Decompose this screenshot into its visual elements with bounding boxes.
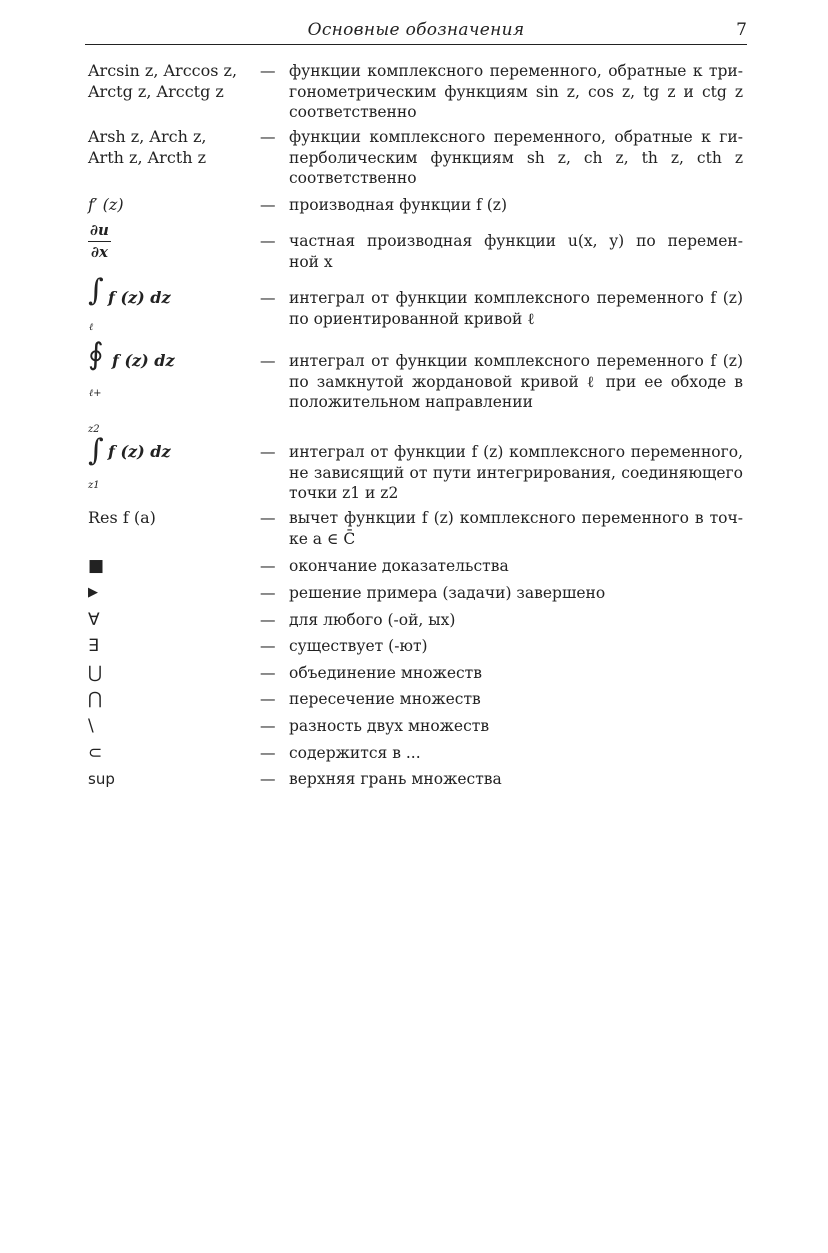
- notation-symbol: [88, 508, 253, 529]
- dash: —: [260, 744, 276, 762]
- description-line: не зависящий от пути интегрирования, соединяющего: [289, 463, 743, 482]
- description-line: ке a ∈ C̄: [289, 529, 356, 548]
- dash: —: [260, 690, 276, 708]
- integral-expression: f (z) dz: [108, 442, 171, 461]
- dash: —: [260, 352, 276, 370]
- description-line: производная функции f (z): [289, 196, 507, 214]
- dash: —: [260, 717, 276, 735]
- notation-description: [289, 231, 743, 272]
- notation-description: [289, 556, 743, 577]
- symbol-line: Arth z, Arcth z: [88, 147, 207, 167]
- description-line: по замкнутой жордановой кривой ℓ при ее обходе в: [289, 372, 743, 391]
- notation-description: [289, 769, 743, 790]
- description-line: интеграл от функции комплексного переменного f (z): [289, 289, 743, 307]
- symbol-line: ⋃: [88, 663, 102, 683]
- description-line: пересечение множеств: [289, 690, 481, 708]
- contour-integral-symbol: [88, 337, 253, 420]
- notation-description: [289, 743, 743, 764]
- subset-icon: [88, 743, 253, 764]
- symbol-line: Arctg z, Arcctg z: [88, 81, 224, 101]
- fraction-numerator: ∂u: [88, 221, 111, 242]
- symbol-line: ▶: [88, 585, 98, 600]
- dash: —: [260, 196, 276, 214]
- notation-description: [289, 508, 743, 549]
- union-icon: [88, 663, 253, 684]
- notation-description: [289, 288, 743, 329]
- notation-description: [289, 636, 743, 657]
- description-line: вычет функции f (z) комплексного переменного в точ-: [289, 509, 743, 527]
- description-line: ной x: [289, 252, 333, 271]
- description-line: частная производная функции u(x, y) по перемен-: [289, 232, 743, 250]
- symbol-line: ⊂: [88, 743, 103, 763]
- description-line: содержится в ...: [289, 744, 421, 762]
- description-line: соответственно: [289, 103, 417, 121]
- dash: —: [260, 62, 276, 80]
- notation-description: [289, 663, 743, 684]
- symbol-line: \: [88, 716, 94, 736]
- description-line: соответственно: [289, 169, 417, 187]
- definite-integral-symbol: [88, 420, 253, 500]
- description-line: функции комплексного переменного, обратные к ги-: [289, 128, 743, 146]
- description-line: окончание доказательства: [289, 557, 509, 575]
- notation-description: [289, 127, 743, 189]
- integral-lower-limit: ℓ+: [89, 388, 102, 399]
- symbol-line: Arcsin z, Arccos z,: [88, 61, 238, 80]
- dash: —: [260, 289, 276, 307]
- dash: —: [260, 584, 276, 602]
- running-title: Основные обозначения: [307, 20, 525, 40]
- description-line: существует (-ют): [289, 637, 428, 655]
- dash: —: [260, 664, 276, 682]
- description-line: функции комплексного переменного, обратные к три-: [289, 62, 743, 80]
- page-header: [85, 18, 747, 45]
- intersection-icon: [88, 689, 253, 710]
- set-difference-icon: [88, 716, 253, 737]
- description-line: положительном направлении: [289, 393, 533, 411]
- symbol-line: ■: [88, 556, 105, 576]
- integral-expression: f (z) dz: [108, 288, 171, 307]
- symbol-line: Arsh z, Arch z,: [88, 127, 207, 146]
- exists-icon: [88, 636, 253, 657]
- description-line: точки z1 и z2: [289, 484, 399, 502]
- forall-icon: [88, 610, 253, 631]
- description-line: для любого (-ой, ых): [289, 611, 456, 629]
- description-line: решение примера (задачи) завершено: [289, 584, 606, 602]
- notation-description: [289, 442, 743, 504]
- notation-description: [289, 610, 743, 631]
- end-of-proof-icon: [88, 556, 253, 577]
- integral-upper-limit: z2: [88, 424, 100, 435]
- integral-sign: ∫: [88, 273, 104, 308]
- notation-symbol: [88, 127, 253, 168]
- symbol-line: sup: [88, 770, 115, 788]
- symbol-line: ⋂: [88, 689, 102, 709]
- symbol-line: ∀: [88, 610, 100, 630]
- dash: —: [260, 232, 276, 250]
- dash: —: [260, 509, 276, 527]
- partial-derivative-fraction: [88, 221, 111, 262]
- notation-description: [289, 689, 743, 710]
- integral-lower-limit: z1: [88, 480, 100, 491]
- end-of-solution-icon: [88, 583, 253, 604]
- dash: —: [260, 637, 276, 655]
- description-line: разность двух множеств: [289, 717, 490, 735]
- description-line: по ориентированной кривой ℓ: [289, 309, 535, 328]
- contour-integral-sign: ∮: [88, 337, 104, 372]
- fraction-denominator: ∂x: [90, 243, 108, 261]
- notation-description: [289, 583, 743, 604]
- notation-description: [289, 195, 743, 216]
- description-line: интеграл от функции f (z) комплексного переменного,: [289, 443, 743, 461]
- page-number: 7: [736, 20, 747, 40]
- notation-description: [289, 716, 743, 737]
- notation-symbol: [88, 221, 253, 263]
- dash: —: [260, 770, 276, 788]
- notation-symbol: [88, 61, 253, 102]
- description-line: гонометрическим функциям sin z, cos z, tg z и ctg z: [289, 82, 743, 101]
- notation-description: [289, 61, 743, 123]
- dash: —: [260, 611, 276, 629]
- description-line: перболическим функциям sh z, ch z, th z, cth z: [289, 148, 743, 167]
- symbol-line: f′ (z): [88, 195, 124, 214]
- description-line: объединение множеств: [289, 664, 482, 682]
- notation-symbol: [88, 769, 253, 790]
- symbol-line: ∃: [88, 636, 99, 656]
- symbol-line: Res f (a): [88, 508, 156, 527]
- integral-lower-limit: ℓ: [89, 322, 94, 333]
- notation-symbol: [88, 195, 253, 216]
- description-line: интеграл от функции комплексного переменного f (z): [289, 352, 743, 370]
- dash: —: [260, 557, 276, 575]
- notation-description: [289, 351, 743, 413]
- dash: —: [260, 443, 276, 461]
- dash: —: [260, 128, 276, 146]
- integral-sign: ∫: [88, 433, 104, 468]
- integral-expression: f (z) dz: [112, 351, 175, 370]
- description-line: верхняя грань множества: [289, 770, 502, 788]
